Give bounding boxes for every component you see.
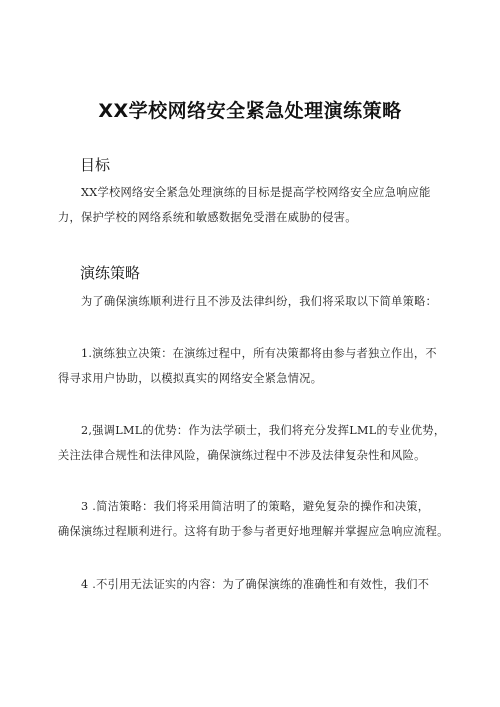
paragraph-line: 4 .不引用无法证实的内容：为了确保演练的准确性和有效性，我们不 [81,578,430,591]
paragraph-line: 确保演练过程顺利进行。这将有助于参与者更好地理解并掌握应急响应流程。 [58,525,449,538]
paragraph-line: 2,强调LML的优势：作为法学硕士，我们将充分发挥LML的专业优势， [81,424,446,437]
strategy-item-4 [58,572,458,597]
paragraph-line: 为了确保演练顺利进行且不涉及法律纠纷，我们将采取以下简单策略： [81,295,438,308]
paragraph-line: 1.演练独立决策：在演练过程中，所有决策都将由参与者独立作出，不 [81,347,437,360]
paragraph-line: XX学校网络安全紧急处理演练的目标是提高学校网络安全应急响应能 [81,186,431,199]
document-title: XX学校网络安全紧急处理演练策略 [98,100,402,122]
section-heading-goal: 目标 [80,156,111,174]
strategy-item-2 [58,418,458,468]
paragraph-line: 3 .简洁策略：我们将采用简洁明了的策略，避免复杂的操作和决策， [81,500,430,513]
paragraph-line: 力，保护学校的网络系统和敏感数据免受潜在威胁的侵害。 [58,211,357,224]
goal-paragraph [58,180,458,230]
strategy-intro [58,289,458,314]
strategy-item-1 [58,341,458,391]
section-heading-strategy: 演练策略 [80,264,141,282]
paragraph-line: 关注法律合规性和法律风险，确保演练过程中不涉及法律复杂性和风险。 [58,449,426,462]
paragraph-line: 得寻求用户协助，以模拟真实的网络安全紧急情况。 [58,372,323,385]
strategy-item-3 [58,494,458,544]
